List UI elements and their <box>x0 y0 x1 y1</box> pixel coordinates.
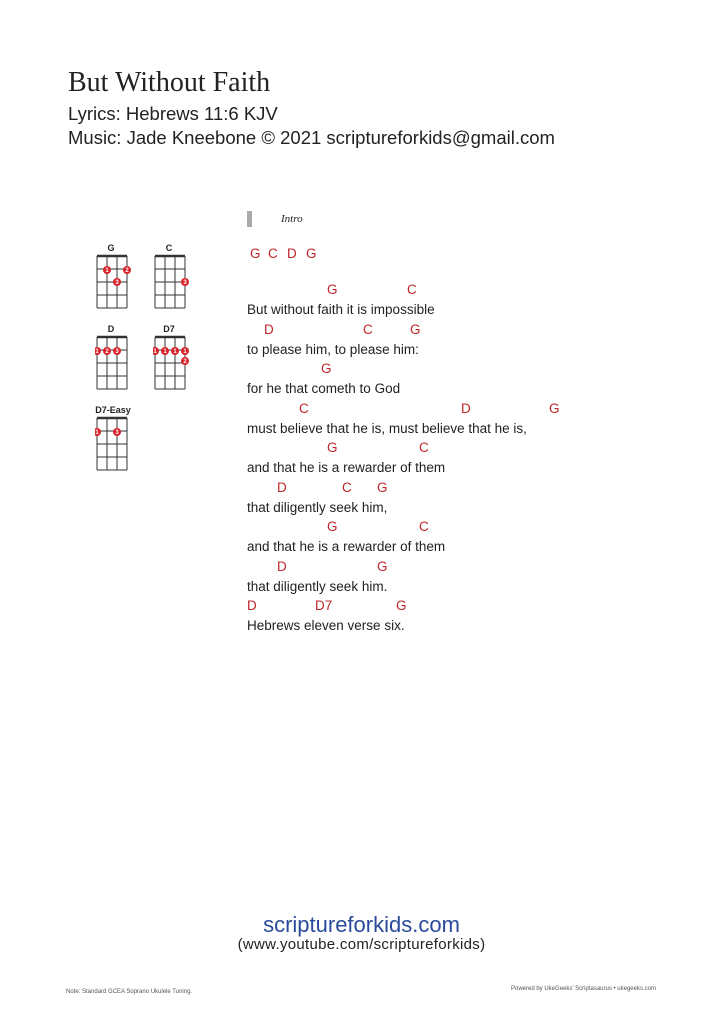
svg-text:2: 2 <box>183 359 187 365</box>
svg-text:3: 3 <box>183 280 187 286</box>
chord: G <box>306 246 317 261</box>
chord-line <box>247 438 697 459</box>
svg-text:1: 1 <box>183 349 187 355</box>
intro-chords <box>247 246 697 276</box>
chord: G <box>410 321 421 337</box>
chord: D <box>277 479 287 495</box>
powered-by-note: Powered by UkeGeeks' Scriptasaurus • ukegeeks.com <box>511 986 656 992</box>
chord: C <box>363 321 373 337</box>
svg-text:3: 3 <box>115 430 119 436</box>
chord: C <box>268 246 278 261</box>
lyric-line: for he that cometh to God <box>247 381 401 396</box>
chord: G <box>327 519 338 534</box>
chord-d-diagram-icon <box>95 335 135 391</box>
chord-diagram-name: D7 <box>163 324 175 334</box>
chord-line <box>247 596 697 617</box>
svg-text:2: 2 <box>105 349 109 355</box>
chord: D <box>461 400 471 416</box>
website-link[interactable]: scriptureforkids.com <box>263 912 460 937</box>
svg-text:1: 1 <box>153 349 157 355</box>
chord-diagram-name: D7-Easy <box>95 405 131 415</box>
song-body <box>247 246 697 636</box>
chord: G <box>377 479 388 495</box>
lyric-line: that diligently seek him. <box>247 578 388 594</box>
chord: G <box>549 400 560 416</box>
chord: D <box>277 558 287 574</box>
svg-text:3: 3 <box>115 349 119 355</box>
svg-text:1: 1 <box>163 349 167 355</box>
chord-d7-easy-diagram-icon <box>95 416 135 472</box>
chord-diagram-name: G <box>107 243 115 253</box>
chord: D <box>247 598 257 613</box>
chord: C <box>407 282 417 297</box>
chord-line <box>247 320 697 341</box>
tuning-note: Note: Standard GCEA Soprano Ukulele Tuning. <box>66 989 193 995</box>
svg-text:1: 1 <box>173 349 177 355</box>
music-credit: Music: Jade Kneebone © 2021 scriptureforkids@gmail.com <box>68 127 555 148</box>
chord-line <box>247 478 697 499</box>
lyric-line: must believe that he is, must believe that he is, <box>247 420 527 436</box>
chord: C <box>419 440 429 455</box>
youtube-link[interactable]: (www.youtube.com/scriptureforkids) <box>237 936 486 953</box>
lyric-line: Hebrews eleven verse six. <box>247 618 405 633</box>
chord: D7 <box>315 598 333 613</box>
lyric-line: that diligently seek him, <box>247 499 388 515</box>
chord: D <box>287 246 297 261</box>
intro-label: Intro <box>281 213 303 225</box>
svg-text:1: 1 <box>105 268 109 274</box>
lyric-line: to please him, to please him: <box>247 341 419 357</box>
chord-diagram-name: C <box>165 243 173 253</box>
chord-line <box>247 399 697 420</box>
chord-c-diagram-icon <box>153 254 193 310</box>
svg-text:2: 2 <box>125 268 129 274</box>
svg-text:3: 3 <box>115 280 119 286</box>
chord: G <box>377 558 388 574</box>
chord-line <box>247 557 697 578</box>
chord: D <box>264 321 274 337</box>
chord-diagram-name: D <box>107 324 115 334</box>
lyric-line: and that he is a rewarder of them <box>247 460 446 475</box>
chord-g-diagram-icon <box>95 254 135 310</box>
chord: G <box>321 361 332 376</box>
lyric-line: But without faith it is impossible <box>247 302 435 317</box>
chord: C <box>342 479 352 495</box>
lyrics-credit: Lyrics: Hebrews 11:6 KJV <box>68 103 278 124</box>
chord-line <box>247 359 697 380</box>
lyric-line: and that he is a rewarder of them <box>247 539 446 554</box>
chord: G <box>327 282 338 297</box>
chord-d7-diagram-icon <box>153 335 193 391</box>
chord-line <box>247 517 697 538</box>
chord: G <box>250 246 261 261</box>
chord: C <box>299 400 309 416</box>
chord: G <box>396 598 407 613</box>
svg-text:1: 1 <box>95 349 99 355</box>
chord: C <box>419 519 429 534</box>
chord: G <box>327 440 338 455</box>
chord-line <box>247 280 697 301</box>
svg-text:1: 1 <box>95 430 99 436</box>
song-title: But Without Faith <box>68 67 271 98</box>
intro-marker <box>247 211 252 227</box>
